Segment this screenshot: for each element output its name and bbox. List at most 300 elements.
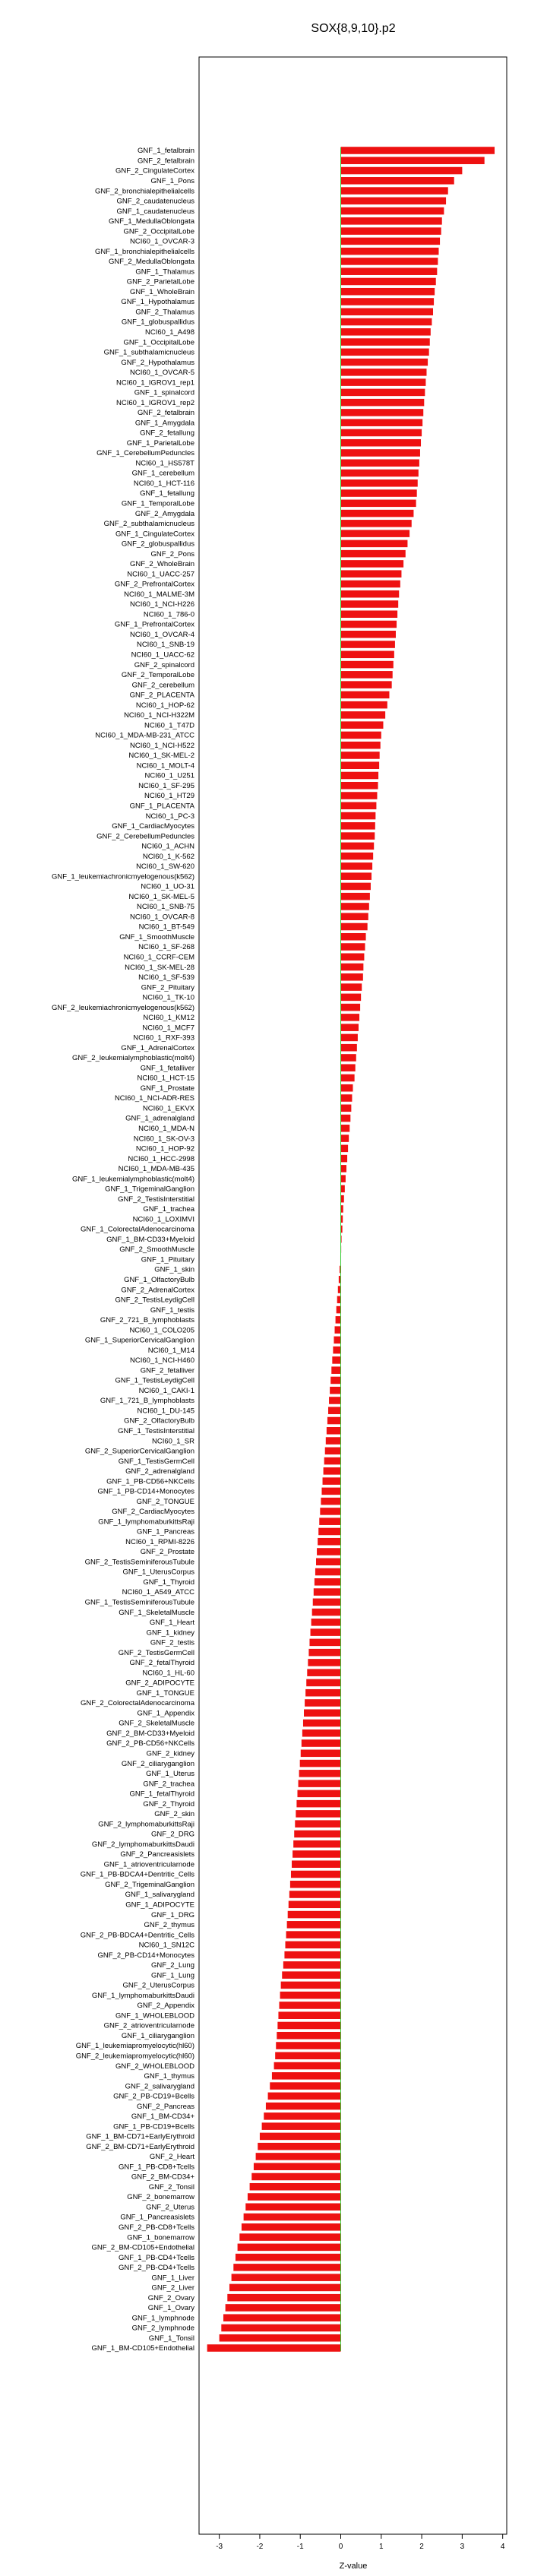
bar xyxy=(307,1669,340,1676)
category-label: NCI60_1_MDA-N xyxy=(138,1125,194,1134)
category-label: GNF_1_Pituitary xyxy=(141,1255,194,1264)
bar xyxy=(309,1639,340,1647)
category-label: GNF_1_fetallung xyxy=(140,489,194,498)
category-label: GNF_1_TestisLeydigCell xyxy=(115,1376,194,1385)
category-label: GNF_1_BM-CD34+ xyxy=(131,2112,194,2122)
bar xyxy=(341,994,362,1002)
category-label: GNF_2_SkeletalMuscle xyxy=(119,1719,194,1728)
category-label: NCI60_1_HOP-92 xyxy=(135,1144,194,1154)
category-label: GNF_2_Ovary xyxy=(147,2293,194,2302)
bar xyxy=(299,1780,341,1787)
category-label: NCI60_1_SNB-75 xyxy=(136,903,194,912)
category-label: GNF_2_ADIPOCYTE xyxy=(125,1679,194,1688)
bar xyxy=(341,510,414,517)
category-label: NCI60_1_RXF-393 xyxy=(133,1033,194,1043)
bar xyxy=(341,641,395,648)
bar xyxy=(341,832,375,840)
bar xyxy=(341,822,375,830)
category-label: GNF_1_ADIPOCYTE xyxy=(125,1900,194,1910)
category-label: GNF_1_CardiacMyocytes xyxy=(112,822,194,831)
category-label: GNF_2_BM-CD33+Myeloid xyxy=(106,1729,194,1738)
category-label: NCI60_1_SN12C xyxy=(138,1941,194,1950)
bar xyxy=(332,1356,340,1364)
category-label: GNF_1_PB-CD56+NKCells xyxy=(106,1477,194,1486)
bar xyxy=(295,1820,340,1828)
bar xyxy=(223,2314,341,2321)
bar xyxy=(327,1417,341,1425)
bar xyxy=(314,1588,341,1596)
category-label: NCI60_1_SF-295 xyxy=(138,781,194,790)
bar xyxy=(220,2334,341,2342)
bar xyxy=(286,1931,341,1938)
bar xyxy=(341,1044,357,1052)
category-label: NCI60_1_NCI-H322M xyxy=(124,711,194,720)
category-label: GNF_1_721_B_lymphoblasts xyxy=(100,1397,194,1406)
bar xyxy=(341,359,428,366)
bar xyxy=(341,167,463,175)
bar xyxy=(341,308,434,315)
bar xyxy=(227,2294,340,2302)
bar xyxy=(341,409,424,416)
bar xyxy=(341,621,397,628)
bar xyxy=(297,1790,340,1798)
bar xyxy=(299,1770,341,1777)
category-label: GNF_1_CingulateCortex xyxy=(115,530,194,539)
category-label: GNF_2_Liver xyxy=(151,2283,194,2293)
bar xyxy=(341,732,381,739)
bars-group xyxy=(207,147,495,2352)
bar xyxy=(341,903,369,910)
category-label: NCI60_1_HL-60 xyxy=(142,1669,194,1678)
category-label: GNF_1_lymphomaburkittsDaudi xyxy=(91,1991,194,2000)
bar xyxy=(207,2344,341,2352)
bar xyxy=(341,550,406,558)
category-label: GNF_1_fetalliver xyxy=(140,1064,194,1073)
category-label: GNF_2_ciliaryganglion xyxy=(121,1759,194,1768)
bar xyxy=(341,711,386,719)
bar xyxy=(341,489,417,497)
category-label: GNF_1_SmoothMuscle xyxy=(119,932,194,941)
bar xyxy=(315,1578,341,1586)
bar xyxy=(341,1125,350,1132)
category-label: GNF_2_PB-BDCA4+Dentritic_Cells xyxy=(80,1931,194,1940)
category-label: GNF_2_PrefrontalCortex xyxy=(114,580,194,589)
category-label: NCI60_1_PC-3 xyxy=(145,812,194,821)
category-label: GNF_2_skin xyxy=(154,1810,194,1819)
bar xyxy=(296,1800,340,1808)
category-label: NCI60_1_HCT-116 xyxy=(133,479,194,488)
bar xyxy=(232,2274,341,2281)
category-label: GNF_2_CerebellumPeduncles xyxy=(96,832,194,841)
category-label: GNF_1_UterusCorpus xyxy=(122,1568,194,1577)
category-label: NCI60_1_UACC-62 xyxy=(131,650,194,660)
category-label: NCI60_1_OVCAR-8 xyxy=(129,913,194,922)
category-label: GNF_1_Prostate xyxy=(140,1084,194,1093)
bar xyxy=(341,761,380,769)
bar xyxy=(286,1941,341,1949)
category-label: GNF_1_OlfactoryBulb xyxy=(124,1275,194,1284)
category-label: GNF_2_ParietalLobe xyxy=(126,277,194,286)
bar xyxy=(266,2103,341,2110)
category-labels xyxy=(52,147,195,2353)
bar xyxy=(312,1609,341,1616)
category-label: GNF_2_atrioventricularnode xyxy=(103,2021,194,2030)
category-label: GNF_2_Pons xyxy=(150,549,194,559)
category-label: GNF_2_fetalbrain xyxy=(138,409,194,418)
bar xyxy=(341,399,425,407)
bar xyxy=(226,2304,341,2312)
category-label: GNF_2_PB-CD8+Tcells xyxy=(118,2223,194,2233)
category-label: NCI60_1_T47D xyxy=(144,721,194,730)
bar xyxy=(341,540,408,548)
bar xyxy=(341,278,436,286)
bar xyxy=(313,1599,341,1606)
category-label: GNF_1_PB-CD4+Tcells xyxy=(118,2253,194,2262)
category-label: NCI60_1_HS578T xyxy=(135,459,194,468)
category-label: GNF_2_Pancreasislets xyxy=(120,1850,194,1859)
bar xyxy=(305,1699,340,1707)
bar xyxy=(341,338,430,346)
bar xyxy=(304,1709,340,1717)
category-label: GNF_2_CardiacMyocytes xyxy=(112,1508,194,1517)
bar xyxy=(341,157,485,164)
bar xyxy=(288,1911,341,1919)
bar xyxy=(341,298,435,305)
category-label: GNF_1_WHOLEBLOOD xyxy=(115,2011,194,2021)
category-label: NCI60_1_SK-MEL-5 xyxy=(128,892,194,901)
bar xyxy=(341,923,368,931)
plot-frame xyxy=(199,57,507,2534)
bar xyxy=(321,1488,340,1495)
category-label: GNF_1_leukemiapromyelocytic(hl60) xyxy=(75,2042,194,2051)
bar xyxy=(268,2093,341,2100)
category-label: GNF_1_WholeBrain xyxy=(129,287,194,296)
bar xyxy=(341,883,371,891)
category-label: GNF_1_TestisGermCell xyxy=(118,1457,194,1466)
bar xyxy=(341,449,420,457)
bar xyxy=(334,1337,340,1344)
bar xyxy=(341,500,416,508)
category-label: NCI60_1_NCI-ADR-RES xyxy=(114,1094,194,1103)
bar xyxy=(341,933,366,941)
bar xyxy=(327,1427,341,1435)
category-label: NCI60_1_COLO205 xyxy=(129,1326,194,1335)
bar xyxy=(311,1628,341,1636)
bar xyxy=(341,1195,344,1203)
bar xyxy=(341,1094,353,1102)
category-label: GNF_1_atrioventricularnode xyxy=(103,1860,194,1869)
category-label: GNF_1_PB-BDCA4+Dentritic_Cells xyxy=(80,1870,194,1879)
bar xyxy=(341,701,387,709)
category-label: GNF_1_DRG xyxy=(150,1910,194,1919)
bar xyxy=(341,983,362,991)
category-label: GNF_1_Thyroid xyxy=(143,1578,194,1587)
bar xyxy=(341,772,379,780)
bar xyxy=(341,1064,356,1071)
category-label: GNF_1_OccipitalLobe xyxy=(123,338,194,347)
category-label: NCI60_1_HOP-62 xyxy=(135,701,194,710)
bar xyxy=(341,267,438,275)
x-tick-label: 3 xyxy=(460,2543,465,2551)
bar xyxy=(319,1517,340,1525)
x-axis-ticks xyxy=(216,2534,505,2551)
category-label: NCI60_1_TK-10 xyxy=(142,993,194,1002)
bar xyxy=(341,581,400,588)
bar xyxy=(341,954,365,961)
bar xyxy=(244,2214,341,2221)
bar xyxy=(341,631,396,638)
category-label: GNF_2_TemporalLobe xyxy=(121,671,194,680)
bar xyxy=(341,227,441,235)
bar xyxy=(341,862,373,870)
category-label: GNF_2_PB-CD4+Tcells xyxy=(118,2264,194,2273)
category-label: GNF_1_skin xyxy=(154,1265,194,1274)
category-label: GNF_2_adrenalgland xyxy=(125,1467,194,1476)
bar xyxy=(337,1296,341,1304)
bar xyxy=(341,973,363,981)
category-label: GNF_1_Tonsil xyxy=(148,2334,194,2343)
category-label: GNF_1_SkeletalMuscle xyxy=(119,1608,194,1617)
category-label: GNF_2_subthalamicnucleus xyxy=(103,520,194,529)
category-label: GNF_1_TONGUE xyxy=(136,1688,194,1698)
category-label: NCI60_1_UO-31 xyxy=(141,882,194,891)
bar xyxy=(341,742,381,749)
bar xyxy=(341,198,447,205)
category-label: NCI60_1_SK-MEL-28 xyxy=(125,963,194,972)
category-label: GNF_2_fetalbrain xyxy=(138,157,194,166)
category-label: NCI60_1_IGROV1_rep1 xyxy=(116,378,194,388)
category-label: GNF_1_cerebellum xyxy=(131,469,194,478)
category-label: GNF_1_Appendix xyxy=(137,1709,194,1718)
category-label: GNF_2_Prostate xyxy=(140,1548,194,1557)
bar xyxy=(326,1437,341,1445)
category-label: GNF_2_SmoothMuscle xyxy=(119,1245,194,1255)
category-label: GNF_1_PB-CD14+Monocytes xyxy=(97,1487,194,1496)
category-label: GNF_1_Heart xyxy=(149,1619,194,1628)
bar xyxy=(280,1992,341,1999)
bar xyxy=(302,1739,341,1747)
bar xyxy=(341,651,394,659)
bar xyxy=(341,520,412,527)
category-label: GNF_1_PB-CD19+Bcells xyxy=(113,2122,194,2131)
category-label: GNF_2_leukemiachronicmyelogenous(k562) xyxy=(52,1003,194,1012)
bar xyxy=(341,1034,358,1042)
bar xyxy=(341,843,375,850)
category-label: NCI60_1_SF-268 xyxy=(138,943,194,952)
bar xyxy=(272,2072,341,2080)
bar xyxy=(341,590,400,598)
bar xyxy=(341,1175,346,1182)
bar xyxy=(341,187,448,195)
category-label: GNF_1_Uterus xyxy=(146,1770,194,1779)
x-tick-label: 0 xyxy=(338,2543,343,2551)
bar xyxy=(341,1074,355,1082)
bar xyxy=(323,1477,341,1485)
category-label: NCI60_1_OVCAR-4 xyxy=(129,630,194,639)
bar xyxy=(341,964,364,971)
bar xyxy=(338,1286,341,1293)
category-label: GNF_1_subthalamicnucleus xyxy=(103,348,194,357)
bar xyxy=(278,2011,340,2019)
bar xyxy=(341,661,394,669)
category-label: GNF_2_Lung xyxy=(150,1961,194,1970)
category-label: NCI60_1_SK-OV-3 xyxy=(133,1135,194,1144)
category-label: GNF_1_bronchialepithelialcells xyxy=(95,247,194,256)
bar xyxy=(262,2122,341,2130)
bar xyxy=(341,419,423,426)
category-label: GNF_1_kidney xyxy=(146,1628,194,1638)
category-label: GNF_2_Hypothalamus xyxy=(121,358,194,367)
bar xyxy=(330,1387,340,1394)
category-label: GNF_2_fetallung xyxy=(140,429,194,438)
bar xyxy=(248,2193,341,2201)
category-label: NCI60_1_OVCAR-3 xyxy=(129,237,194,246)
bar xyxy=(341,671,393,679)
category-label: NCI60_1_A549_ATCC xyxy=(122,1588,194,1597)
category-label: GNF_1_fetalThyroid xyxy=(129,1790,194,1799)
bar xyxy=(282,1971,340,1979)
category-label: GNF_2_bonemarrow xyxy=(127,2193,194,2202)
category-label: NCI60_1_HCT-15 xyxy=(137,1074,194,1083)
category-label: GNF_2_leukemialymphoblastic(molt4) xyxy=(71,1054,194,1063)
bar xyxy=(341,792,378,799)
bar xyxy=(251,2173,340,2181)
category-label: NCI60_1_ACHN xyxy=(141,842,194,851)
category-label: GNF_2_TONGUE xyxy=(136,1497,194,1506)
category-label: GNF_2_SuperiorCervicalGanglion xyxy=(84,1447,194,1456)
bar xyxy=(341,258,438,265)
category-label: NCI60_1_CCRF-CEM xyxy=(123,953,194,962)
bar xyxy=(238,2244,341,2252)
bar xyxy=(289,1891,341,1898)
category-label: GNF_1_Thalamus xyxy=(135,267,194,277)
category-label: NCI60_1_HCC-2998 xyxy=(128,1154,194,1163)
category-label: GNF_2_MedullaOblongata xyxy=(108,258,194,267)
bar xyxy=(280,2002,341,2009)
bar xyxy=(341,389,425,397)
category-label: NCI60_1_HT29 xyxy=(144,792,194,801)
x-tick-label: -1 xyxy=(296,2543,304,2551)
category-label: GNF_2_spinalcord xyxy=(134,660,194,669)
category-label: GNF_1_fetalbrain xyxy=(138,147,194,156)
category-label: NCI60_1_SR xyxy=(152,1437,194,1446)
bar xyxy=(341,378,426,386)
bar xyxy=(331,1366,340,1374)
category-label: NCI60_1_SK-MEL-2 xyxy=(128,752,194,761)
bar xyxy=(254,2163,341,2170)
category-label: NCI60_1_KM12 xyxy=(143,1014,194,1023)
bar xyxy=(270,2082,340,2090)
category-label: NCI60_1_MALME-3M xyxy=(124,590,194,599)
category-label: GNF_1_lymphnode xyxy=(131,2314,194,2323)
bar xyxy=(333,1347,340,1354)
category-label: GNF_1_Pancreas xyxy=(136,1527,194,1536)
category-label: GNF_1_globuspallidus xyxy=(121,318,194,327)
category-label: GNF_1_testis xyxy=(150,1305,194,1315)
bar xyxy=(341,530,410,537)
bar xyxy=(256,2153,341,2160)
bar xyxy=(341,943,365,951)
bar xyxy=(303,1720,341,1727)
bar xyxy=(328,1407,341,1414)
category-label: NCI60_1_EKVX xyxy=(142,1104,194,1113)
bar xyxy=(341,1155,348,1163)
bar xyxy=(316,1558,341,1565)
category-label: NCI60_1_SNB-19 xyxy=(136,641,194,650)
bar xyxy=(324,1457,341,1465)
bar xyxy=(341,1104,352,1112)
bar xyxy=(341,207,444,215)
category-label: GNF_2_BM-CD71+EarlyErythroid xyxy=(86,2142,194,2151)
bar xyxy=(337,1306,341,1314)
category-label: GNF_2_Heart xyxy=(149,2153,194,2162)
category-label: GNF_1_leukemiachronicmyelogenous(k562) xyxy=(52,872,194,881)
bar xyxy=(341,752,380,759)
category-label: GNF_2_lymphomaburkittsRaji xyxy=(98,1820,194,1829)
category-label: GNF_2_Amygdala xyxy=(134,509,194,518)
bar xyxy=(284,1951,340,1959)
bar xyxy=(341,147,495,154)
bar xyxy=(330,1377,340,1385)
category-label: GNF_1_Ovary xyxy=(147,2304,194,2313)
bar xyxy=(341,1024,359,1031)
bar xyxy=(308,1649,340,1657)
bar xyxy=(274,2062,341,2070)
bar xyxy=(258,2143,340,2150)
category-label: GNF_2_Thyroid xyxy=(143,1799,194,1809)
category-label: NCI60_1_NCI-H522 xyxy=(129,741,194,750)
category-label: GNF_2_DRG xyxy=(150,1830,194,1839)
category-label: GNF_2_fetalliver xyxy=(140,1366,194,1375)
bar xyxy=(341,560,404,568)
bar xyxy=(341,177,454,185)
bar xyxy=(341,328,431,336)
category-label: GNF_1_TestisInterstitial xyxy=(118,1426,194,1435)
bar xyxy=(291,1871,341,1878)
bar xyxy=(250,2183,341,2191)
category-label: GNF_2_PB-CD19+Bcells xyxy=(113,2092,194,2101)
category-label: GNF_2_BM-CD105+Endothelial xyxy=(91,2243,194,2252)
bar xyxy=(320,1508,340,1515)
category-label: GNF_2_kidney xyxy=(146,1749,194,1758)
bar xyxy=(341,439,422,447)
bar xyxy=(341,610,398,618)
category-label: GNF_2_bronchialepithelialcells xyxy=(95,187,194,196)
bar xyxy=(290,1881,341,1888)
category-label: GNF_2_PB-CD14+Monocytes xyxy=(97,1951,194,1960)
bar xyxy=(341,1115,351,1122)
bar xyxy=(341,570,402,578)
category-label: GNF_2_salivarygland xyxy=(125,2082,194,2091)
bar xyxy=(341,1014,360,1021)
category-label: GNF_1_caudatenucleus xyxy=(116,207,194,216)
bar xyxy=(287,1921,341,1929)
category-label: GNF_1_CerebellumPeduncles xyxy=(96,449,194,458)
category-label: NCI60_1_SF-539 xyxy=(138,973,194,983)
category-label: GNF_1_Hypothalamus xyxy=(121,298,194,307)
category-label: GNF_2_TrigeminalGanglion xyxy=(105,1880,194,1889)
category-label: GNF_1_TemporalLobe xyxy=(121,499,194,508)
bar xyxy=(311,1619,341,1626)
bar xyxy=(341,429,422,437)
category-label: NCI60_1_DU-145 xyxy=(137,1407,194,1416)
category-label: GNF_2_Thalamus xyxy=(135,308,194,317)
category-label: NCI60_1_MCF7 xyxy=(142,1024,194,1033)
category-label: GNF_2_TestisLeydigCell xyxy=(115,1296,194,1305)
bar xyxy=(276,2042,340,2049)
bar xyxy=(341,238,441,245)
category-label: GNF_2_OlfactoryBulb xyxy=(124,1416,194,1426)
